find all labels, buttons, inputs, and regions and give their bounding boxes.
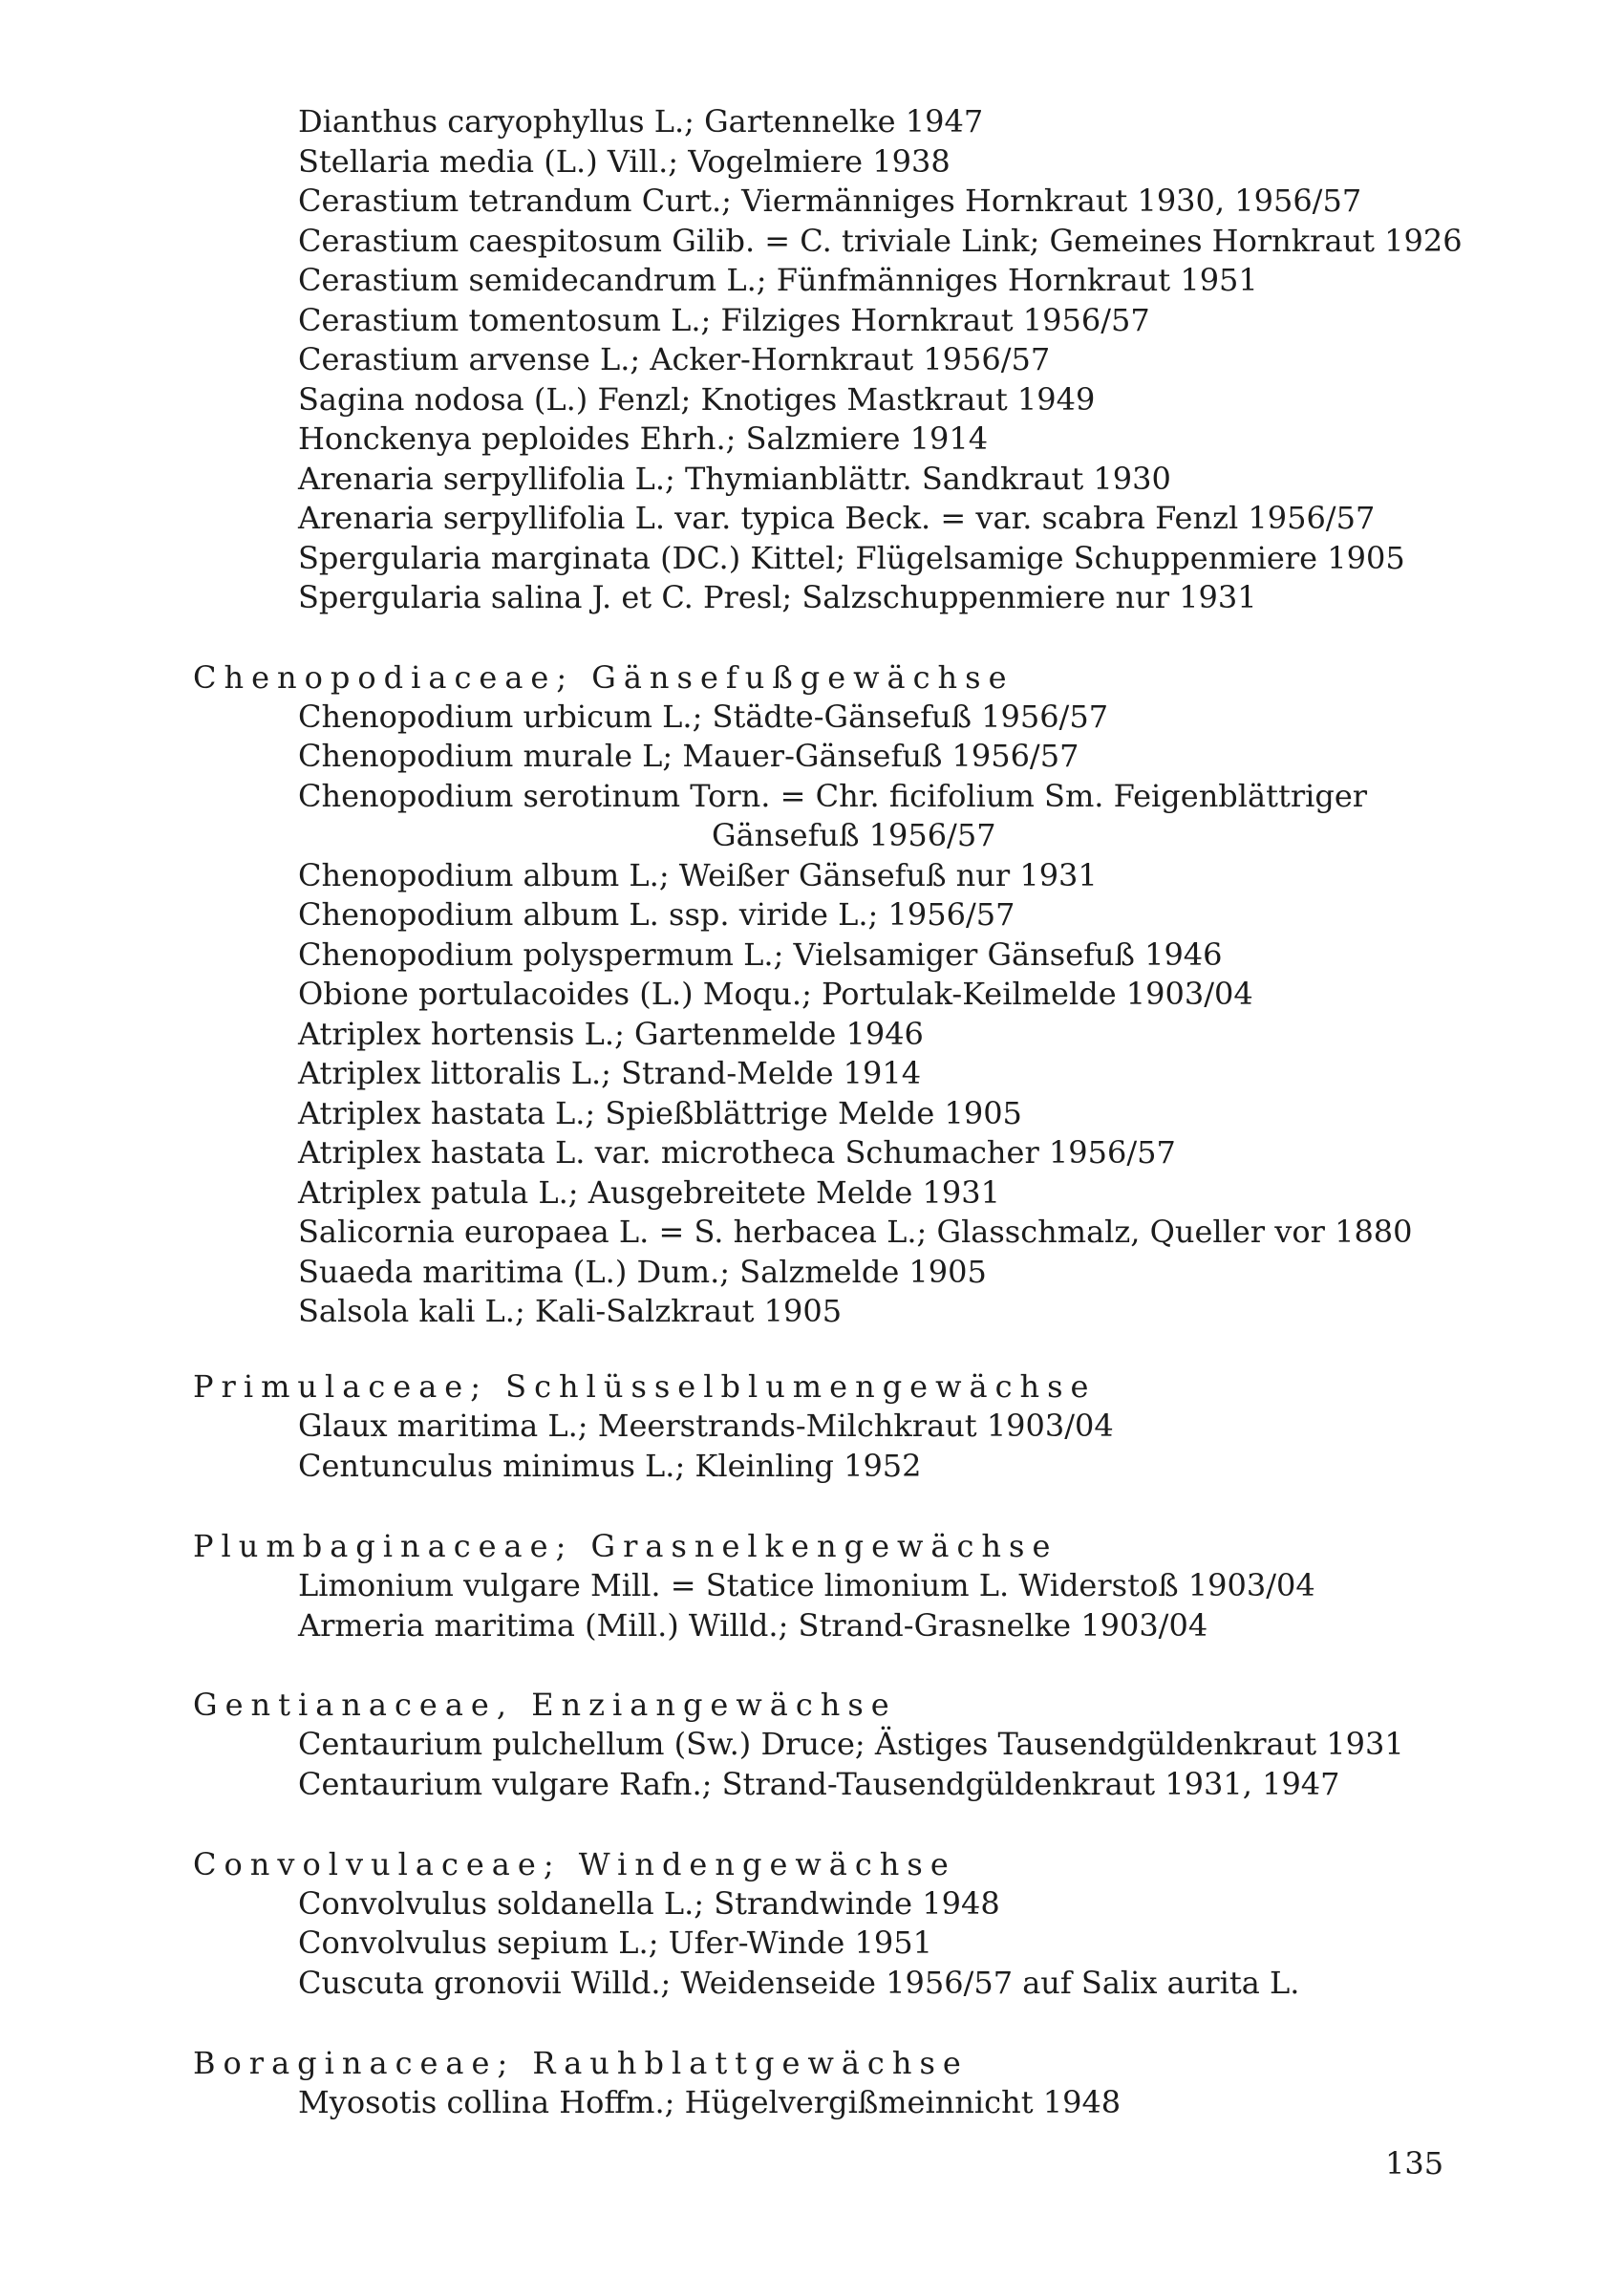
species-entry: Salsola kali L.; Kali-Salzkraut 1905 [298, 1293, 843, 1329]
species-entry: Spergularia salina J. et C. Presl; Salzschuppenmiere nur 1931 [298, 579, 1257, 615]
species-entry: Myosotis collina Hoffm.; Hügelvergißmeinnicht 1948 [298, 2084, 1122, 2120]
family-heading: Gentianaceae, Enziangewächse [193, 1687, 897, 1723]
species-entry: Chenopodium album L.; Weißer Gänsefuß nur 1931 [298, 857, 1098, 893]
species-entry: Arenaria serpyllifolia L. var. typica Beck. = var. scabra Fenzl 1956/57 [298, 500, 1376, 536]
species-entry: Chenopodium murale L; Mauer-Gänsefuß 1956/57 [298, 738, 1079, 774]
family-heading: Plumbaginaceae; Grasnelkengewächse [193, 1528, 1058, 1564]
species-entry: Centunculus minimus L.; Kleinling 1952 [298, 1448, 922, 1484]
species-entry: Centaurium pulchellum (Sw.) Druce; Ästiges Tausendgüldenkraut 1931 [298, 1726, 1404, 1762]
species-entry: Cerastium tomentosum L.; Filziges Hornkraut 1956/57 [298, 302, 1150, 338]
species-entry: Spergularia marginata (DC.) Kittel; Flügelsamige Schuppenmiere 1905 [298, 540, 1405, 576]
species-entry: Convolvulus soldanella L.; Strandwinde 1948 [298, 1885, 1000, 1922]
species-entry: Sagina nodosa (L.) Fenzl; Knotiges Mastkraut 1949 [298, 381, 1096, 418]
species-entry: Arenaria serpyllifolia L.; Thymianblättr. Sandkraut 1930 [298, 461, 1171, 497]
species-entry: Suaeda maritima (L.) Dum.; Salzmelde 1905 [298, 1254, 987, 1290]
species-entry: Armeria maritima (Mill.) Willd.; Strand-Grasnelke 1903/04 [298, 1607, 1208, 1644]
species-entry: Honckenya peploides Ehrh.; Salzmiere 1914 [298, 420, 989, 457]
species-entry: Glaux maritima L.; Meerstrands-Milchkraut 1903/04 [298, 1408, 1114, 1444]
species-entry: Atriplex hortensis L.; Gartenmelde 1946 [298, 1016, 924, 1052]
family-heading: Primulaceae; Schlüsselblumengewächse [193, 1368, 1097, 1405]
species-entry: Convolvulus sepium L.; Ufer-Winde 1951 [298, 1924, 932, 1961]
species-entry-continuation: Gänsefuß 1956/57 [712, 817, 996, 853]
species-entry: Stellaria media (L.) Vill.; Vogelmiere 1938 [298, 143, 951, 180]
family-heading: Convolvulaceae; Windengewächse [193, 1846, 956, 1882]
species-entry: Chenopodium urbicum L.; Städte-Gänsefuß 1956/57 [298, 699, 1109, 735]
species-entry: Cuscuta gronovii Willd.; Weidenseide 1956/57 auf Salix aurita L. [298, 1965, 1300, 2001]
species-entry: Cerastium arvense L.; Acker-Hornkraut 1956/57 [298, 341, 1051, 377]
species-entry: Cerastium tetrandum Curt.; Viermänniges Hornkraut 1930, 1956/57 [298, 183, 1362, 219]
species-entry: Atriplex hastata L. var. microtheca Schumacher 1956/57 [298, 1134, 1176, 1171]
species-entry: Obione portulacoides (L.) Moqu.; Portulak-Keilmelde 1903/04 [298, 976, 1253, 1012]
species-entry: Chenopodium polyspermum L.; Vielsamiger Gänsefuß 1946 [298, 936, 1223, 973]
species-entry: Cerastium semidecandrum L.; Fünfmänniges Hornkraut 1951 [298, 262, 1258, 298]
species-entry: Atriplex patula L.; Ausgebreitete Melde 1931 [298, 1174, 1000, 1211]
species-entry: Chenopodium album L. ssp. viride L.; 1956/57 [298, 896, 1015, 933]
page-number: 135 [1385, 2145, 1444, 2182]
species-entry: Dianthus caryophyllus L.; Gartennelke 1947 [298, 103, 984, 140]
species-entry: Cerastium caespitosum Gilib. = C. triviale Link; Gemeines Hornkraut 1926 [298, 223, 1463, 259]
species-entry: Limonium vulgare Mill. = Statice limonium L. Widerstoß 1903/04 [298, 1567, 1315, 1603]
species-entry: Chenopodium serotinum Torn. = Chr. ficifolium Sm. Feigenblättriger [298, 778, 1368, 814]
species-entry: Centaurium vulgare Rafn.; Strand-Tausendgüldenkraut 1931, 1947 [298, 1766, 1340, 1802]
species-entry: Atriplex littoralis L.; Strand-Melde 1914 [298, 1055, 922, 1091]
family-heading: Boraginaceae; Rauhblattgewächse [193, 2045, 969, 2081]
species-entry: Atriplex hastata L.; Spießblättrige Melde 1905 [298, 1095, 1022, 1131]
family-heading: Chenopodiaceae; Gänsefußgewächse [193, 659, 1015, 696]
species-entry: Salicornia europaea L. = S. herbacea L.; Glasschmalz, Queller vor 1880 [298, 1214, 1413, 1250]
